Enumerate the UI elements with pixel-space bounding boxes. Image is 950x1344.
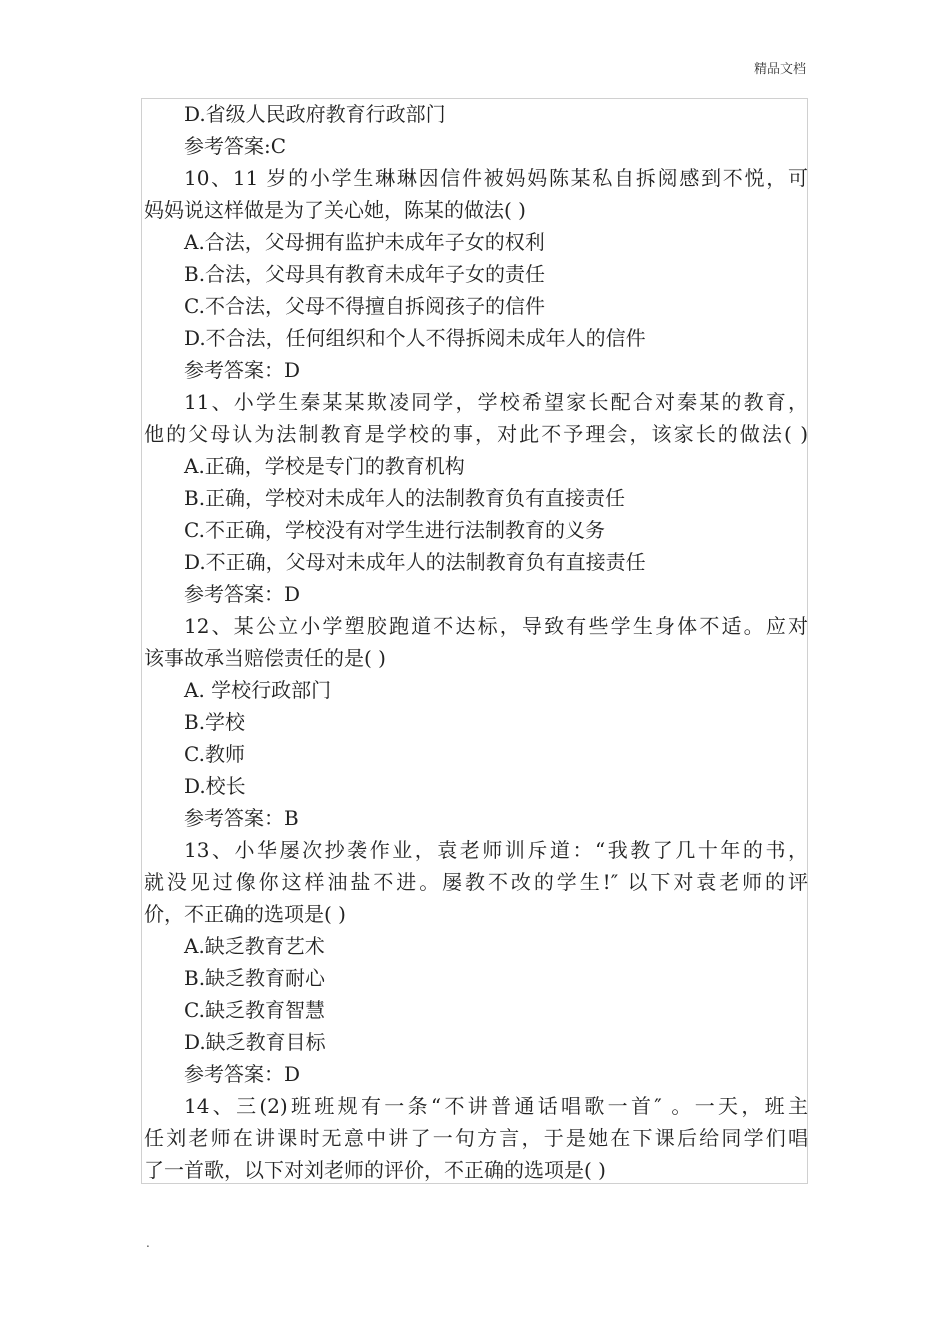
text-line: 妈妈说这样做是为了关心她，陈某的做法( ) [144, 198, 526, 222]
text-line: D.校长 [184, 774, 246, 798]
page-header: 精品文档 [753, 62, 806, 77]
text-line: 参考答案：D [184, 582, 301, 606]
text-line: C.缺乏教育智慧 [184, 998, 325, 1022]
text-line: 12、某公立小学塑胶跑道不达标，导致有些学生身体不适。应对 [184, 614, 808, 638]
text-line: 价，不正确的选项是( ) [144, 902, 346, 926]
text-line: 就没见过像你这样油盐不进。屡教不改的学生!″ 以下对袁老师的评 [144, 870, 808, 894]
text-line: B.缺乏教育耐心 [184, 966, 326, 990]
text-line: 该事故承当赔偿责任的是( ) [144, 646, 386, 670]
text-line: 参考答案：D [184, 1062, 301, 1086]
text-line: C.教师 [184, 742, 245, 766]
document-body [144, 98, 808, 1186]
text-line: B.学校 [184, 710, 246, 734]
text-line: 了一首歌，以下对刘老师的评价，不正确的选项是( ) [144, 1158, 606, 1182]
text-line: 参考答案：B [184, 806, 299, 830]
text-line: 14、三(2)班班规有一条“不讲普通话唱歌一首″ 。一天，班主 [184, 1094, 808, 1118]
footer-mark: . [146, 1236, 150, 1250]
text-line: A.合法，父母拥有监护未成年子女的权利 [184, 230, 545, 254]
text-line: 他的父母认为法制教育是学校的事，对此不予理会，该家长的做法( ) [144, 422, 808, 446]
text-line: 参考答案：D [184, 358, 301, 382]
text-line: D.不合法，任何组织和个人不得拆阅未成年人的信件 [184, 326, 646, 350]
text-line: D.缺乏教育目标 [184, 1030, 326, 1054]
text-line: A. 学校行政部门 [184, 678, 332, 702]
text-line: D.不正确，父母对未成年人的法制教育负有直接责任 [184, 550, 646, 574]
text-line: A.缺乏教育艺术 [184, 934, 325, 958]
text-line: B.正确，学校对未成年人的法制教育负有直接责任 [184, 486, 626, 510]
text-line: 参考答案:C [184, 134, 287, 158]
text-line: D.省级人民政府教育行政部门 [184, 102, 446, 126]
text-line: 任刘老师在讲课时无意中讲了一句方言，于是她在下课后给同学们唱 [144, 1126, 808, 1150]
text-line: 11、小学生秦某某欺凌同学，学校希望家长配合对秦某的教育， [184, 390, 808, 414]
text-line: C.不合法，父母不得擅自拆阅孩子的信件 [184, 294, 545, 318]
text-line: C.不正确，学校没有对学生进行法制教育的义务 [184, 518, 605, 542]
text-line: B.合法，父母具有教育未成年子女的责任 [184, 262, 546, 286]
text-line: A.正确，学校是专门的教育机构 [184, 454, 465, 478]
text-line: 13、小华屡次抄袭作业，袁老师训斥道：“我教了几十年的书， [184, 838, 808, 862]
text-line: 10、11 岁的小学生琳琳因信件被妈妈陈某私自拆阅感到不悦，可 [184, 166, 808, 190]
